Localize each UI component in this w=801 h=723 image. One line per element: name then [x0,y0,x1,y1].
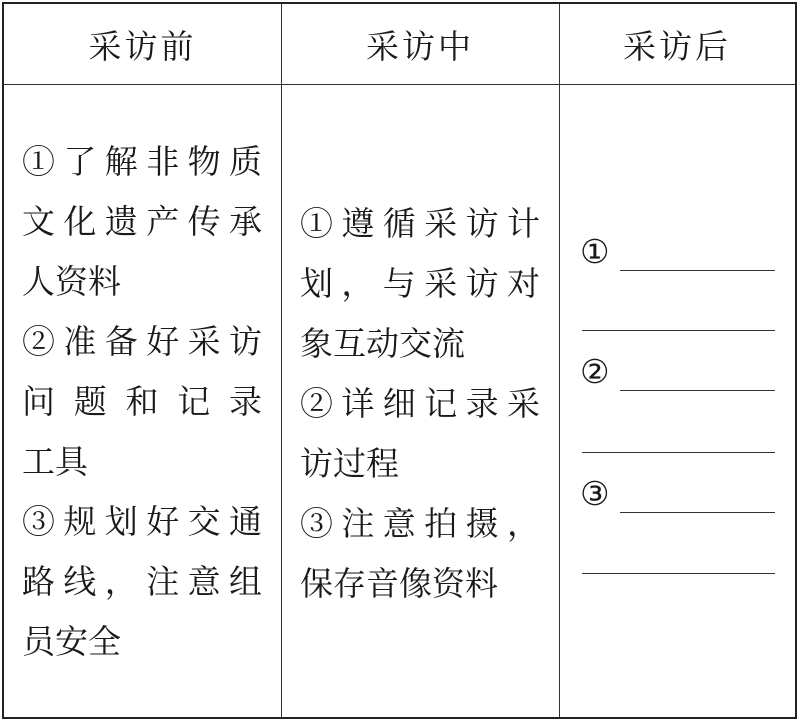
during-line: ①遵循采访计 [300,204,540,243]
before-line: ②准备好采访 [22,322,262,361]
blank-marker-3: ③ [580,474,610,513]
answer-blank-3b[interactable] [582,573,775,574]
before-line: 工具 [22,442,88,481]
header-divider [4,84,795,85]
column-divider-1 [281,4,282,717]
before-line: ③规划好交通 [22,502,262,541]
before-content [22,132,262,672]
during-line: 保存音像资料 [300,564,498,603]
blank-marker-2: ② [580,352,610,391]
during-line: 划，与采访对 [300,264,540,303]
before-line: 人资料 [22,262,121,301]
answer-blank-2a[interactable] [620,390,775,391]
answer-blank-2b[interactable] [582,452,775,453]
header-after: 采访后 [623,26,731,66]
before-line: 员安全 [22,622,121,661]
header-before: 采访前 [88,26,197,66]
before-line: 文化遗产传承 [22,202,262,241]
before-line: 问题和记录 [22,382,262,421]
column-divider-2 [559,4,560,717]
during-line: ③注意拍摄， [300,504,540,543]
during-line: 访过程 [300,444,399,483]
header-during: 采访中 [366,26,474,66]
during-line: 象互动交流 [300,324,465,363]
during-line: ②详细记录采 [300,384,540,423]
before-line: ①了解非物质 [22,142,262,181]
blank-marker-1: ① [580,232,610,271]
interview-table [2,2,797,719]
before-line: 路线，注意组 [22,562,262,601]
answer-blank-1b[interactable] [582,330,775,331]
during-content [300,194,540,614]
answer-blank-1a[interactable] [620,270,775,271]
answer-blank-3a[interactable] [620,512,775,513]
